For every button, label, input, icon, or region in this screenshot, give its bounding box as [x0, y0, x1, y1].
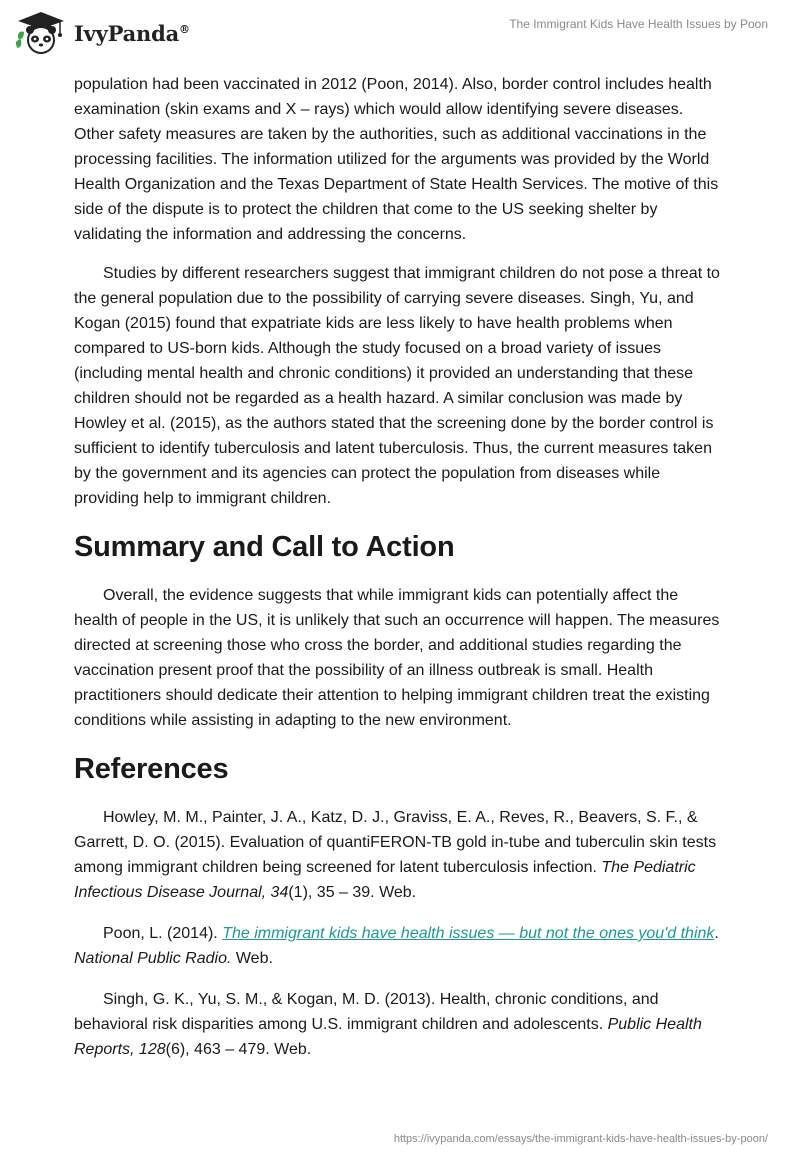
reference-item: Singh, G. K., Yu, S. M., & Kogan, M. D. (2013). Health, chronic conditions, and behavioral risk disparities among U.S. immigrant children and adolescents. Public Health Reports, 128(6), 463 – 479. Web.	[74, 991, 702, 1058]
references-heading: References	[74, 753, 229, 785]
brand-name: IvyPanda®	[74, 20, 190, 46]
page-header	[0, 0, 800, 64]
panda-graduate-icon	[14, 10, 68, 56]
reference-item: Howley, M. M., Painter, J. A., Katz, D. J., Graviss, E. A., Reves, R., Beavers, S. F., & Garrett, D. O. (2015). Evaluation of quantiFERON-TB gold in-tube and tuberculin skin tests among immigrant children being screened for latent tuberculosis infection. The Pediatric Infectious Disease Journal, 34(1), 35 – 39. Web.	[74, 809, 717, 901]
essay-content	[74, 72, 726, 1078]
reference-link[interactable]: The immigrant kids have health issues — but not the ones you'd think	[222, 925, 715, 942]
paragraph-studies: Studies by different researchers suggest that immigrant children do not pose a threat to the general population due to the possibility of carrying severe diseases. Singh, Yu, and Kogan (2015) found that expatriate kids are less likely to have health problems when compared to US-born kids. Although the study focused on a broad variety of issues (including mental health and chronic conditions) it provided an understanding that these children should not be regarded as a health hazard. A similar conclusion was made by Howley et al. (2015), as the authors stated that the screening done by the border control is sufficient to identify tuberculosis and latent tuberculosis. Thus, the current measures taken by the government and its agencies can protect the population from diseases while providing help to immigrant children.	[74, 265, 720, 507]
summary-paragraph: Overall, the evidence suggests that while immigrant kids can potentially affect the health of people in the US, it is unlikely that such an occurrence will happen. The measures directed at screening those who cross the border, and additional studies regarding the vaccination present proof that the possibility of an illness outbreak is small. Health practitioners should dedicate their attention to helping immigrant children treat the existing conditions while assisting in adapting to the new environment.	[74, 587, 720, 729]
paragraph-continued: population had been vaccinated in 2012 (Poon, 2014). Also, border control includes health examination (skin exams and X – rays) which would allow identifying severe diseases. Other safety measures are taken by the authorities, such as additional vaccinations in the processing facilities. The information utilized for the arguments was provided by the World Health Organization and the Texas Department of State Health Services. The motive of this side of the dispute is to protect the children that come to the US seeking shelter by validating the information and addressing the concerns.	[74, 76, 719, 243]
summary-heading: Summary and Call to Action	[74, 531, 455, 563]
document-title: The Immigrant Kids Have Health Issues by Poon	[509, 17, 768, 31]
ivypanda-logo[interactable]	[14, 10, 190, 56]
reference-item: Poon, L. (2014). The immigrant kids have health issues — but not the ones you'd think. National Public Radio. Web.	[74, 925, 719, 967]
footer-url[interactable]: https://ivypanda.com/essays/the-immigrant-kids-have-health-issues-by-poon/	[393, 1133, 768, 1145]
